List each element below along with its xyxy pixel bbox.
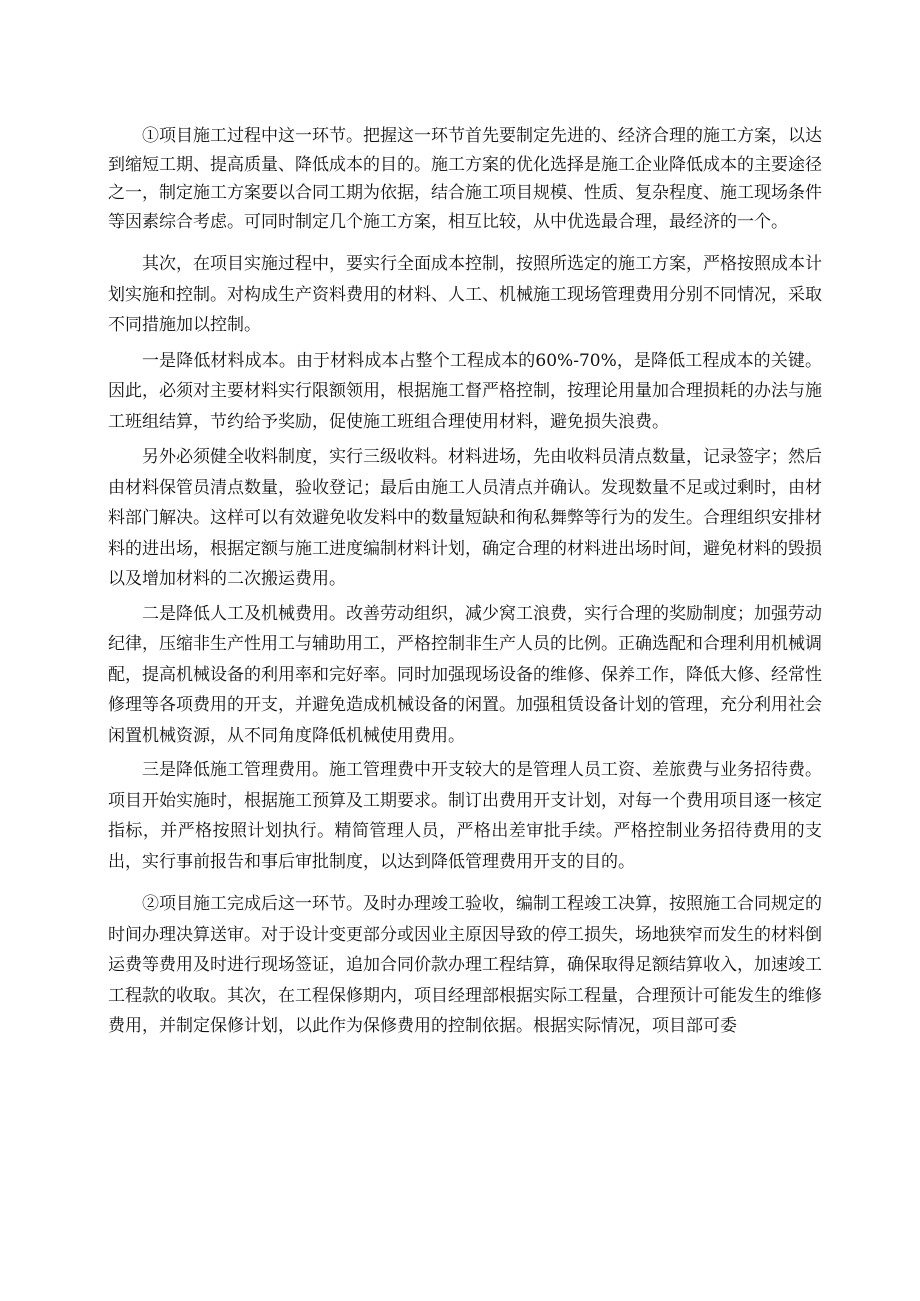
paragraph-labor-machinery-cost: 二是降低人工及机械费用。改善劳动组织，减少窝工浪费，实行合理的奖励制度；加强劳动纪律，压缩非生产性用工与辅助用工，严格控制非生产人员的比例。正确选配和合理利用机械调配，提高机械设备的利用率和完好率。同时加强现场设备的维修、保养工作，降低大修、经常性修理等各项费用的开支，并避免造成机械设备的闲置。加强租赁设备计划的管理，充分利用社会闲置机械资源，从不同角度降低机械使用费用。	[108, 603, 822, 746]
paragraph-receiving-system: 另外必须健全收料制度，实行三级收料。材料进场，先由收料员清点数量，记录签字；然后由材料保管员清点数量，验收登记；最后由施工人员清点并确认。发现数量不足或过剩时，由材料部门解决。这样可以有效避免收发料中的数量短缺和徇私舞弊等行为的发生。合理组织安排材料的进出场，根据定额与施工进度编制材料计划，确定合理的材料进出场时间，避免材料的毁损以及增加材料的二次搬运费用。	[108, 447, 822, 589]
document-body	[108, 122, 822, 1042]
paragraph-full-cost-control: 其次，在项目实施过程中，要实行全面成本控制，按照所选定的施工方案，严格按照成本计划实施和控制。对构成生产资料费用的材料、人工、机械施工现场管理费用分别不同情况，采取不同措施加以控制。	[108, 254, 822, 335]
paragraph-construction-process: ①项目施工过程中这一环节。把握这一环节首先要制定先进的、经济合理的施工方案，以达到缩短工期、提高质量、降低成本的目的。施工方案的优化选择是施工企业降低成本的主要途径之一，制定施工方案要以合同工期为依据，结合施工项目规模、性质、复杂程度、施工现场条件等因素综合考虑。可同时制定几个施工方案，相互比较，从中优选最合理，最经济的一个。	[108, 126, 822, 232]
paragraph-material-cost: 一是降低材料成本。由于材料成本占整个工程成本的60%-70%，是降低工程成本的关键。因此，必须对主要材料实行限额领用，根据施工督严格控制，按理论用量加合理损耗的办法与施工班组结算，节约给予奖励，促使施工班组合理使用材料，避免损失浪费。	[108, 350, 822, 432]
paragraph-management-cost: 三是降低施工管理费用。施工管理费中开支较大的是管理人员工资、差旅费与业务招待费。项目开始实施时，根据施工预算及工期要求。制订出费用开支计划，对每一个费用项目逐一核定指标，并严格按照计划执行。精简管理人员，严格出差审批手续。严格控制业务招待费用的支出，实行事前报告和事后审批制度，以达到降低管理费用开支的目的。	[108, 760, 822, 872]
paragraph-after-completion: ②项目施工完成后这一环节。及时办理竣工验收，编制工程竣工决算，按照施工合同规定的时间办理决算送审。对于设计变更部分或因业主原因导致的停工损失，场地狭窄而发生的材料倒运费等费用及时进行现场签证，追加合同价款办理工程结算，确保取得足额结算收入，加速竣工工程款的收取。其次，在工程保修期内，项目经理部根据实际工程量，合理预计可能发生的维修费用，并制定保修计划，以此作为保修费用的控制依据。根据实际情况，项目部可委	[108, 894, 822, 1036]
